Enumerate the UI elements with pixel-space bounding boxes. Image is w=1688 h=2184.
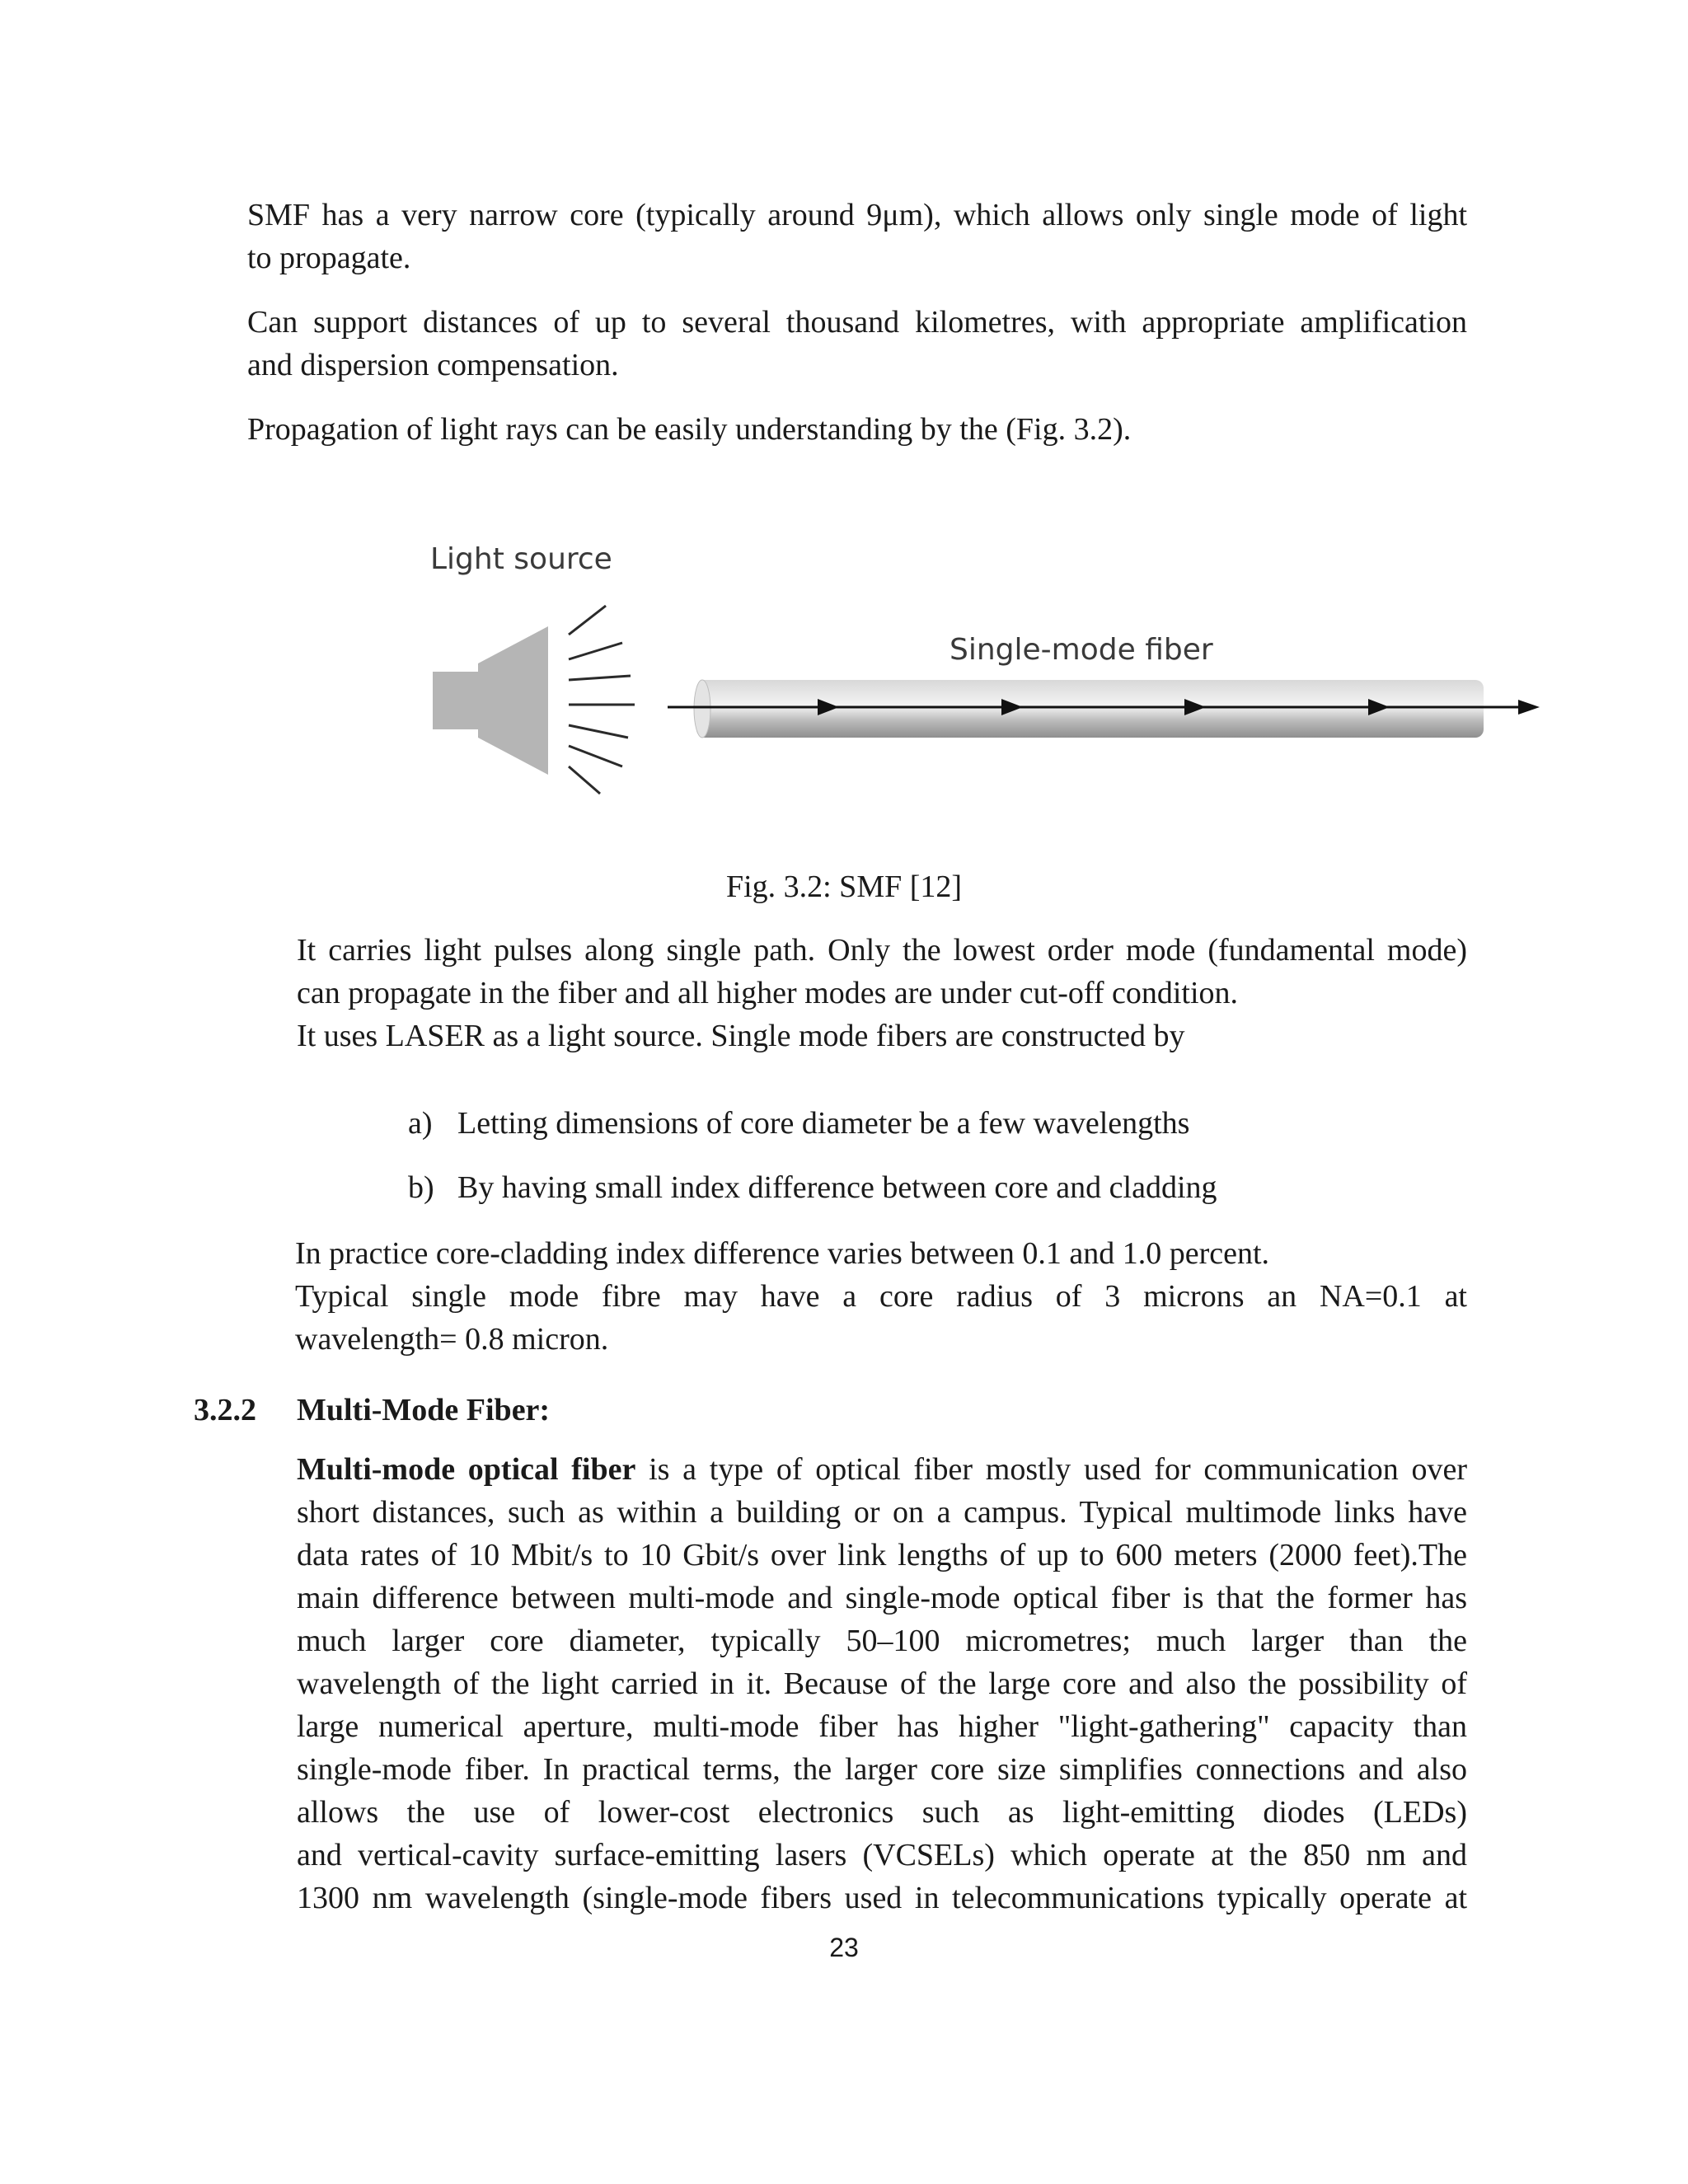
text-line: wavelength of the light carried in it. Because of the large core and also the possibility of — [297, 1666, 1467, 1701]
text-line: Can support distances of up to several thousand kilometres, with appropriate amplification — [247, 305, 1467, 340]
list-item-text: Letting dimensions of core diameter be a few wavelengths — [457, 1106, 1190, 1141]
list-marker: b) — [408, 1170, 434, 1205]
text-line: to propagate. — [247, 241, 411, 275]
figure-caption: Fig. 3.2: SMF [12] — [725, 869, 963, 904]
fiber-label: Single-mode fiber — [950, 633, 1213, 667]
text-line: In practice core-cladding index difference varies between 0.1 and 1.0 percent. — [295, 1236, 1270, 1271]
list-item — [408, 1166, 1479, 1209]
fiber-cylinder — [696, 680, 1484, 738]
text-line: 1300 nm wavelength (single-mode fibers used in telecommunications typically operate at — [297, 1881, 1467, 1915]
text-line: can propagate in the fiber and all higher modes are under cut-off condition. — [297, 976, 1239, 1010]
paragraph-propagation — [247, 408, 1467, 451]
text-line: data rates of 10 Mbit/s to 10 Gbit/s over link lengths of up to 600 meters (2000 feet).The — [297, 1538, 1467, 1572]
light-source-label: Light source — [430, 542, 612, 576]
figure-smf-diagram — [412, 527, 1566, 824]
paragraph-smf-distance — [247, 301, 1467, 387]
text-line: and dispersion compensation. — [247, 348, 619, 382]
construction-list — [408, 1102, 1479, 1209]
text-line: It carries light pulses along single path. Only the lowest order mode (fundamental mode) — [297, 933, 1467, 968]
text-line: and vertical-cavity surface-emitting lasers (VCSELs) which operate at the 850 nm and — [297, 1838, 1467, 1872]
paragraph-index-difference — [295, 1232, 1467, 1361]
text-line: It uses LASER as a light source. Single mode fibers are constructed by — [297, 1019, 1185, 1053]
text-line: Propagation of light rays can be easily understanding by the (Fig. 3.2). — [247, 412, 1132, 447]
text-fragment: is a type of optical fiber mostly used for communication over — [635, 1452, 1467, 1487]
text-line: main difference between multi-mode and single-mode optical fiber is that the former has — [297, 1581, 1467, 1615]
paragraph-smf-laser — [297, 929, 1467, 1057]
text-line: wavelength= 0.8 micron. — [295, 1322, 609, 1357]
bold-term: Multi-mode optical fiber — [297, 1452, 636, 1487]
text-line: much larger core diameter, typically 50–100 micrometres; much larger than the — [297, 1624, 1467, 1658]
text-line — [297, 1448, 1467, 1491]
light-rays — [569, 606, 635, 794]
paragraph-multimode — [297, 1448, 1467, 1919]
section-number: 3.2.2 — [194, 1393, 256, 1427]
paragraph-smf-core — [247, 194, 1467, 279]
text-line: single-mode fiber. In practical terms, the larger core size simplifies connections and also — [297, 1752, 1467, 1787]
text-line: short distances, such as within a building or on a campus. Typical multimode links have — [297, 1495, 1467, 1530]
text-line: SMF has a very narrow core (typically around 9μm), which allows only single mode of light — [247, 198, 1467, 232]
fiber-end-face — [694, 680, 710, 738]
section-title: Multi-Mode Fiber: — [297, 1393, 551, 1427]
list-item-text: By having small index difference between core and cladding — [457, 1170, 1217, 1205]
page-number: 23 — [829, 1933, 859, 1962]
text-line: allows the use of lower-cost electronics such as light-emitting diodes (LEDs) — [297, 1795, 1467, 1830]
text-line: large numerical aperture, multi-mode fiber has higher "light-gathering" capacity than — [297, 1709, 1467, 1744]
text-line: Typical single mode fibre may have a core radius of 3 microns an NA=0.1 at — [295, 1279, 1467, 1314]
light-source-shape — [433, 626, 548, 775]
list-item — [408, 1102, 1479, 1145]
list-marker: a) — [408, 1106, 433, 1141]
